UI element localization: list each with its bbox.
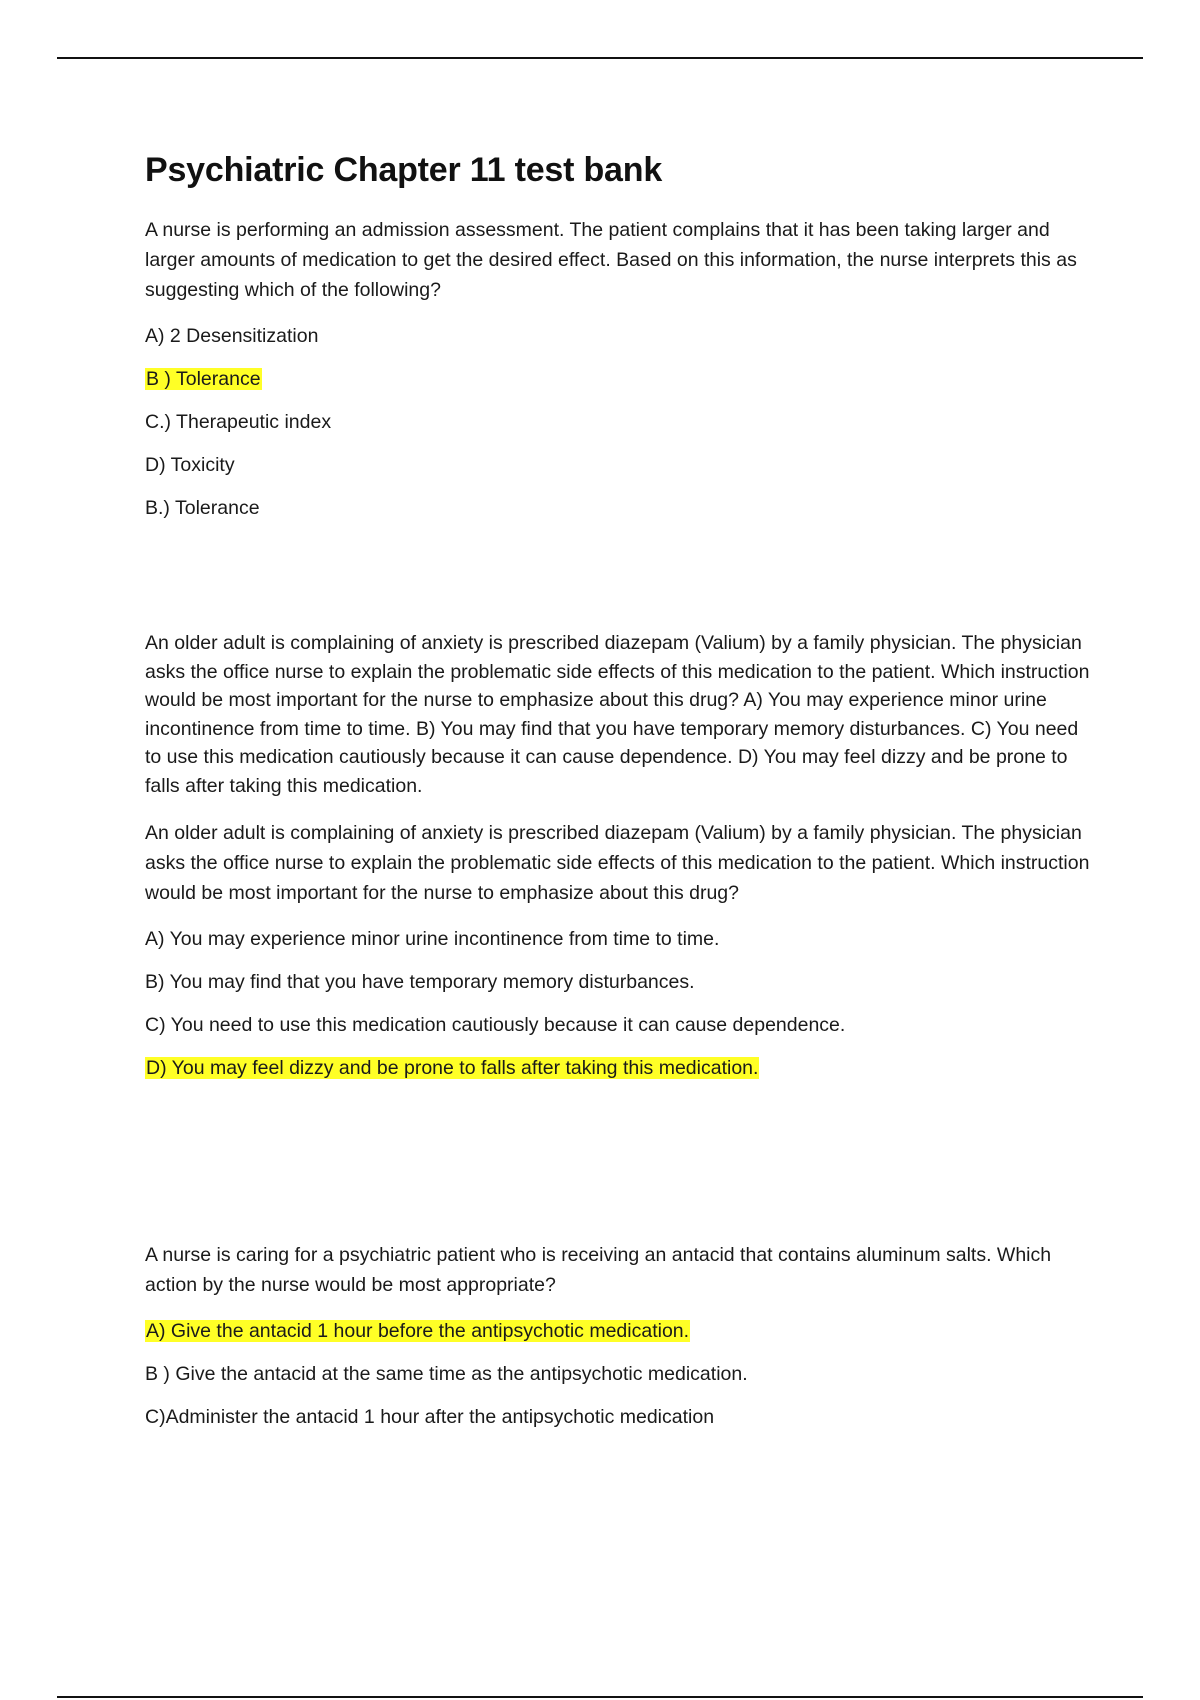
answer-highlight: B ) Tolerance: [146, 368, 261, 390]
document-body: [145, 148, 1095, 1431]
question-1-answer: B.) Tolerance: [145, 497, 260, 519]
answer-highlight: A) Give the antacid 1 hour before the antipsychotic medication.: [146, 1320, 690, 1342]
question-2-option-d-highlighted: [145, 1055, 1095, 1082]
question-1-option-b-highlighted: [145, 366, 1095, 393]
question-1-option-a: A) 2 Desensitization: [145, 325, 319, 347]
question-2-stem: An older adult is complaining of anxiety is prescribed diazepam (Valium) by a family physician. The physician asks the office nurse to explain the problematic side effects of this medication to the patient. Which instruction would be most important for the nurse to emphasize about this drug?: [145, 822, 1090, 904]
top-rule: [57, 57, 1143, 59]
document-title: Psychiatric Chapter 11 test bank: [145, 151, 663, 189]
bottom-rule: [57, 1696, 1143, 1698]
question-3-option-a-highlighted: [145, 1318, 1095, 1345]
question-3-option-b: B ) Give the antacid at the same time as the antipsychotic medication.: [145, 1363, 748, 1385]
question-3-stem: A nurse is caring for a psychiatric patient who is receiving an antacid that contains aluminum salts. Which action by the nurse would be most appropriate?: [145, 1244, 1052, 1296]
answer-highlight: D) You may feel dizzy and be prone to falls after taking this medication.: [146, 1057, 759, 1079]
question-3-option-c: C)Administer the antacid 1 hour after the antipsychotic medication: [145, 1406, 715, 1428]
question-1-option-c: C.) Therapeutic index: [145, 411, 332, 433]
question-1-option-d: D) Toxicity: [145, 454, 235, 476]
question-2-option-a: A) You may experience minor urine incontinence from time to time.: [145, 928, 720, 950]
question-2-combined: An older adult is complaining of anxiety is prescribed diazepam (Valium) by a family physician. The physician asks the office nurse to explain the problematic side effects of this medication to the patient. Which instruction would be most important for the nurse to emphasize about this drug? A) You may experience minor urine incontinence from time to time. B) You may find that you have temporary memory disturbances. C) You need to use this medication cautiously because it can cause dependence. D) You may feel dizzy and be prone to falls after taking this medication.: [145, 632, 1090, 797]
question-1-stem: A nurse is performing an admission assessment. The patient complains that it has been taking larger and larger amounts of medication to get the desired effect. Based on this information, the nurse interprets this as suggesting which of the following?: [145, 219, 1077, 301]
question-2-option-b: B) You may find that you have temporary memory disturbances.: [145, 971, 695, 993]
question-2-option-c: C) You need to use this medication cautiously because it can cause dependence.: [145, 1014, 846, 1036]
